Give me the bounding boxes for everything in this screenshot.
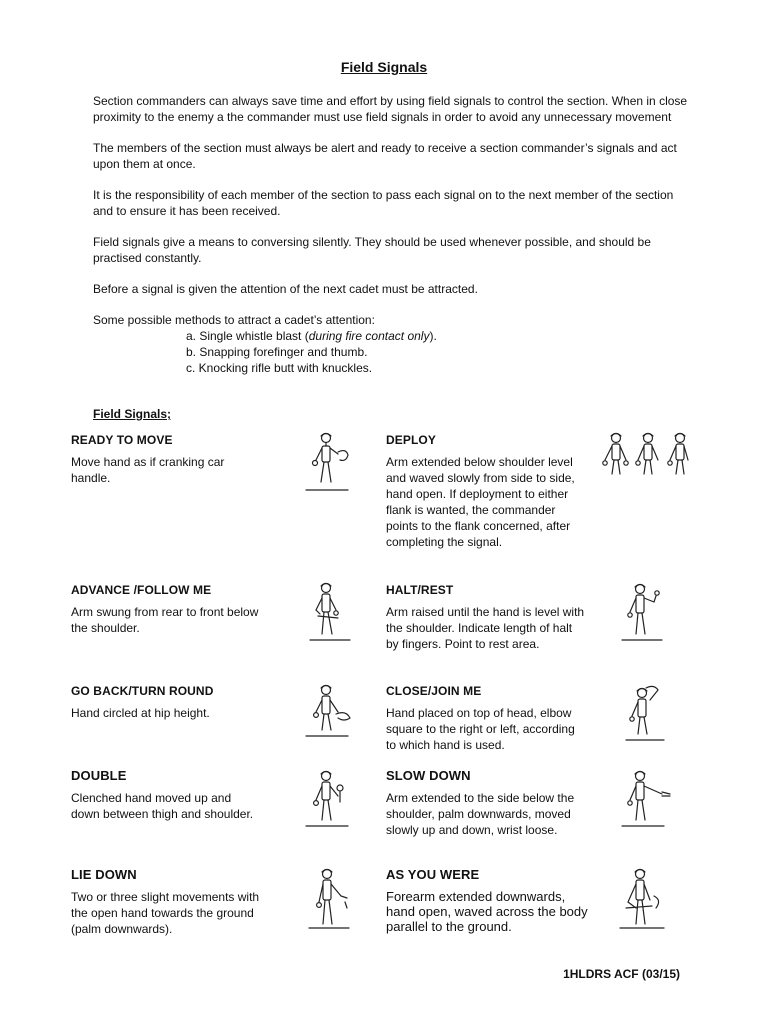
signal-as-you-were bbox=[386, 867, 611, 934]
signal-description: Move hand as if cranking car handle. bbox=[71, 455, 225, 485]
document-footer: 1HLDRS ACF (03/15) bbox=[563, 967, 680, 981]
signal-lie-down bbox=[71, 867, 296, 937]
intro-paragraph: It is the responsibility of each member of the section to pass each signal on to the next member of the section and to ensure it has been received. bbox=[93, 188, 674, 218]
signal-slow-down bbox=[386, 768, 611, 838]
ready-to-move-figure bbox=[302, 430, 362, 496]
signal-close-join-me bbox=[386, 683, 611, 753]
halt-figure bbox=[618, 580, 668, 644]
method-item: b. Snapping forefinger and thumb. bbox=[186, 345, 368, 359]
go-back-figure bbox=[302, 682, 362, 742]
signal-description: Two or three slight movements with the open hand towards the ground (palm downwards). bbox=[71, 890, 260, 936]
signal-double bbox=[71, 768, 296, 822]
method-item: a. Single whistle blast (during fire contact only). bbox=[186, 329, 437, 343]
as-you-were-figure bbox=[616, 866, 676, 932]
intro-paragraph: Section commanders can always save time and effort by using field signals to control the section. When in close proximity to the enemy a the commander must use field signals in order to avoid any unnecessary movement bbox=[93, 94, 688, 124]
page-title: Field Signals bbox=[340, 59, 428, 75]
signal-ready-to-move bbox=[71, 432, 296, 486]
signal-name: HALT/REST bbox=[386, 583, 454, 597]
signal-name: DOUBLE bbox=[71, 768, 127, 783]
double-figure bbox=[302, 768, 362, 832]
signal-description: Hand placed on top of head, elbow square to the right or left, according to which hand is used. bbox=[386, 706, 575, 752]
signal-description: Arm extended below shoulder level and waved slowly from side to side, hand open. If deployment to either flank is wanted, the commander points to the flank concerned, after completing the signal. bbox=[386, 455, 575, 549]
method-item: c. Knocking rifle butt with knuckles. bbox=[186, 361, 373, 375]
signal-name: DEPLOY bbox=[386, 433, 436, 447]
intro-paragraph: The members of the section must always be alert and ready to receive a section commander’s signals and act upon them at once. bbox=[93, 141, 677, 171]
advance-figure bbox=[308, 580, 358, 644]
signal-name: READY TO MOVE bbox=[71, 433, 173, 447]
signal-go-back-turn-round bbox=[71, 683, 296, 721]
signal-name: GO BACK/TURN ROUND bbox=[71, 684, 214, 698]
methods-intro: Some possible methods to attract a cadet’s attention: bbox=[93, 313, 375, 327]
signal-name: LIE DOWN bbox=[71, 867, 137, 882]
signal-deploy bbox=[386, 432, 611, 550]
field-signals-heading: Field Signals; bbox=[93, 407, 172, 421]
signal-description: Arm swung from rear to front below the shoulder. bbox=[71, 605, 259, 635]
lie-down-figure bbox=[305, 866, 361, 932]
deploy-figure bbox=[600, 430, 695, 476]
intro-paragraph: Before a signal is given the attention of the next cadet must be attracted. bbox=[93, 282, 478, 296]
signal-description: Clenched hand moved up and down between thigh and shoulder. bbox=[71, 791, 254, 821]
signal-description: Forearm extended downwards, hand open, waved across the body parallel to the ground. bbox=[386, 889, 588, 934]
slow-down-figure bbox=[618, 768, 680, 832]
signal-description: Arm raised until the hand is level with the shoulder. Indicate length of halt by fingers. Point to rest area. bbox=[386, 605, 585, 651]
intro-paragraph: Field signals give a means to conversing silently. They should be used whenever possible, and should be practised constantly. bbox=[93, 235, 651, 265]
signal-name: SLOW DOWN bbox=[386, 768, 471, 783]
intro-text bbox=[93, 93, 693, 376]
signal-advance-follow-me bbox=[71, 582, 296, 636]
signal-halt-rest bbox=[386, 582, 611, 652]
signal-description: Hand circled at hip height. bbox=[71, 706, 210, 720]
signal-description: Arm extended to the side below the shoulder, palm downwards, moved slowly up and down, wrist loose. bbox=[386, 791, 575, 837]
signal-name: ADVANCE /FOLLOW ME bbox=[71, 583, 212, 597]
signal-name: AS YOU WERE bbox=[386, 867, 480, 882]
close-join-figure bbox=[620, 682, 670, 744]
signal-name: CLOSE/JOIN ME bbox=[386, 684, 482, 698]
methods-list bbox=[93, 328, 693, 376]
